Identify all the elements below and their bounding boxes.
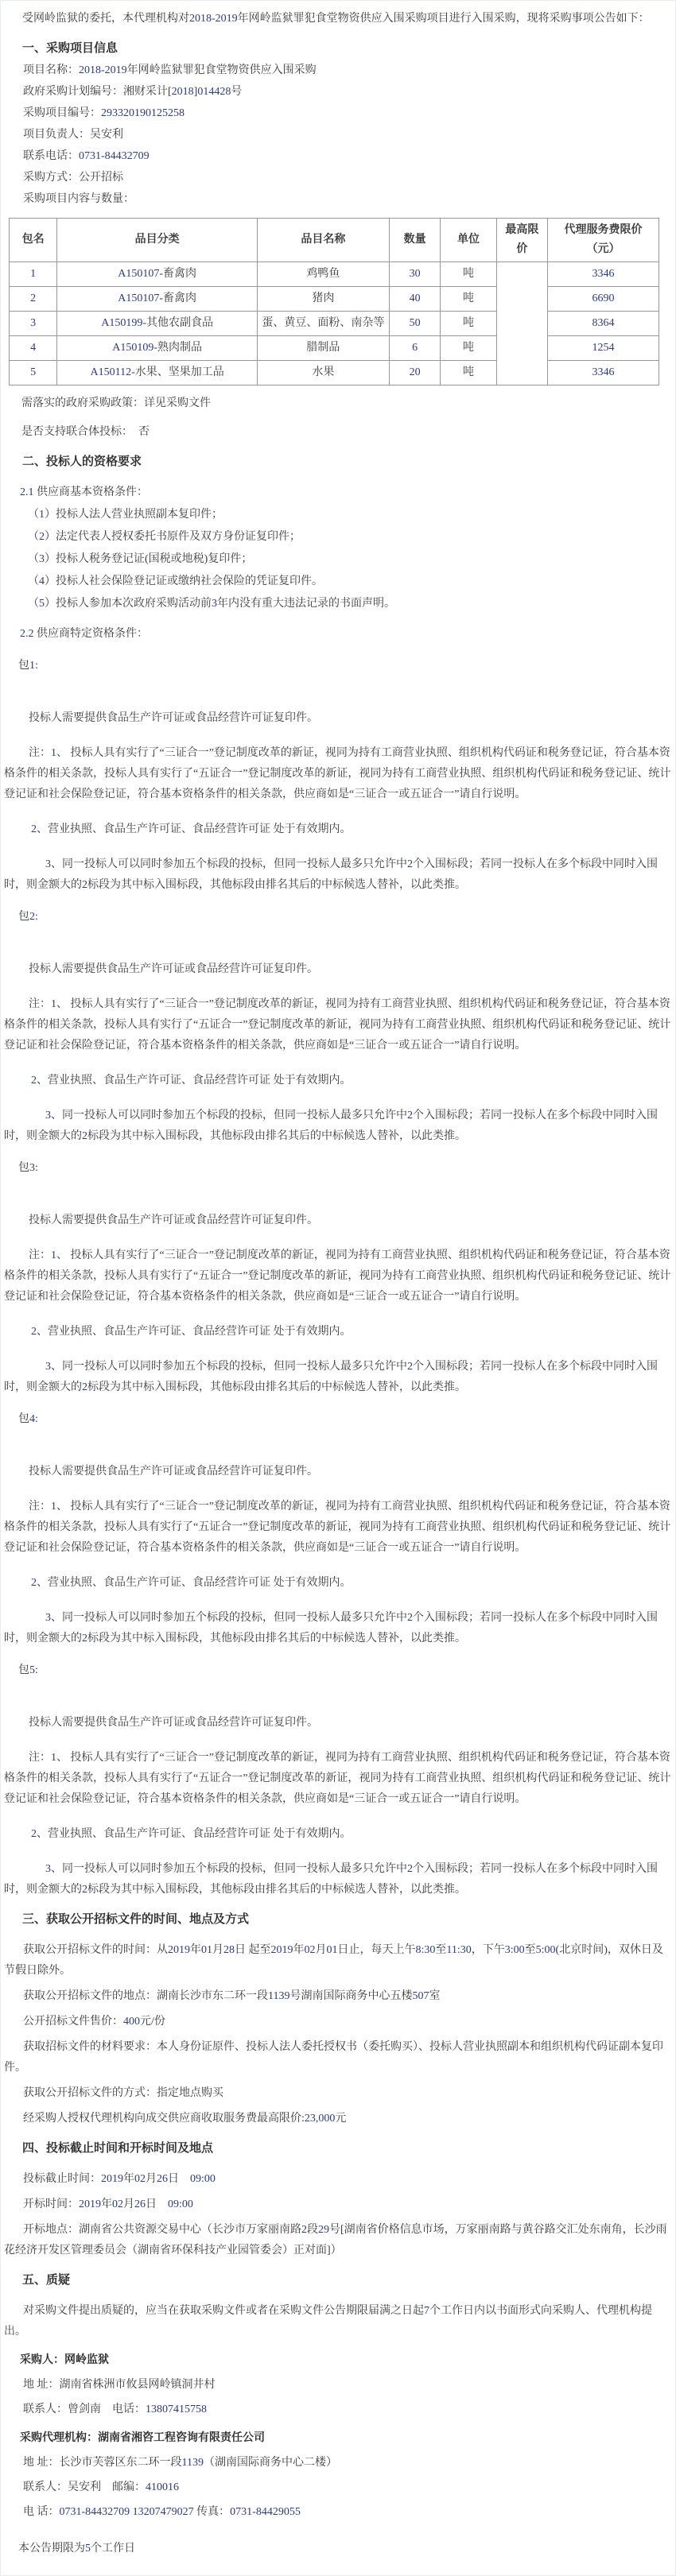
package-note-2: 2、营业执照、食品生产许可证、食品经营许可证 处于有效期内。 [31,1828,352,1840]
field-contact-phone: 联系电话：0731-84432709 [23,150,150,162]
cell-unit: 吨 [441,262,496,287]
col-header-package: 包名 [10,219,57,262]
basic-qualification-title: 2.1 供应商基本资格条件： [20,486,148,498]
package-label: 包5: [18,1664,38,1676]
intro-paragraph: 受网岭监狱的委托，本代理机构对2018-2019年网岭监狱罪犯食堂物资供应入围采购项目进行入围采购，现将采购事项公告如下： [22,13,650,25]
cell-item-name: 水果 [257,361,389,385]
purchaser-contact: 联系人：曾剑南 电话：13807415758 [23,2404,207,2415]
col-header-max-price: 最高限价 [496,219,547,262]
package-permit-line: 投标人需要提供食品生产许可证或食品经营许可证复印件。 [29,712,318,724]
table-row [10,262,659,287]
package-note-1: 注：1、 投标人具有实行了“三证合一”登记制度改革的新证，视同为持有工商营业执照、组织机构代码证和税务登记证，符合基本资格条件的相关条款，投标人具有实行了“五证合一”登记制度改革的新证，视同为持有工商营业执照、组织机构代码证和税务登记证、统计登记证和社会保险登记证，符合基本资格条件的相关条款，供应商如是“三证合一或五证合一”请自行说明。 [4,998,671,1052]
bid-deadline-line: 投标截止时间：2019年02月26日 09:00 [23,2173,216,2185]
package-block-1 [4,656,672,896]
document-price-line: 公开招标文件售价：400元/份 [23,2016,165,2028]
package-permit-line: 投标人需要提供食品生产许可证或食品经营许可证复印件。 [29,1717,318,1729]
opening-place-line: 开标地点：湖南省公共资源交易中心（长沙市万家丽南路2段29号[湖南省价格信息市场，万家丽南路与黄谷路交汇处东南角，长沙雨花经济开发区管理委员会（湖南省环保科技产业园管委会）正对面]） [4,2224,667,2256]
field-project-no: 采购项目编号：293320190125258 [23,107,185,119]
package-label: 包1: [18,660,38,672]
items-table [9,218,659,385]
obtain-time-line: 获取公开招标文件的时间：从2019年01月28日 起至2019年02月01日止，每天上午8:30至11:30，下午3:00至5:00(北京时间)，双休日及节假日除外。 [4,1944,663,1977]
basic-item: （3）投标人税务登记证(国税或地税)复印件； [28,553,253,565]
query-body: 对采购文件提出质疑的，应当在获取采购文件或者在采购文件公告期限届满之日起7个工作日内以书面形式向采购人、代理机构提出。 [4,2305,652,2338]
purchaser-title: 采购人：网岭监狱 [20,2354,109,2366]
agency-address: 地 址：长沙市芙蓉区东二环一段1139（湖南国际商务中心二楼） [23,2457,337,2469]
section-heading-bid-opening: 四、投标截止时间和开标时间及地点 [22,2142,214,2155]
cell-quantity: 40 [389,287,440,312]
cell-agency-fee: 6690 [548,287,659,312]
cell-unit: 吨 [441,312,496,336]
section-heading-query: 五、质疑 [22,2274,71,2287]
cell-quantity: 20 [389,361,440,385]
agency-title: 采购代理机构：湖南省湘咨工程咨询有限责任公司 [20,2432,265,2444]
cell-item-name: 蛋、黄豆、面粉、南杂等 [257,312,389,336]
col-header-unit: 单位 [441,219,496,262]
package-note-2: 2、营业执照、食品生产许可证、食品经营许可证 处于有效期内。 [31,1577,352,1589]
opening-time-line: 开标时间：2019年02月26日 09:00 [23,2198,193,2210]
col-header-category: 品目分类 [57,219,258,262]
cell-package: 3 [10,312,57,336]
package-note-1: 注：1、 投标人具有实行了“三证合一”登记制度改革的新证，视同为持有工商营业执照、组织机构代码证和税务登记证，符合基本资格条件的相关条款，投标人具有实行了“五证合一”登记制度改革的新证，视同为持有工商营业执照、组织机构代码证和税务登记证、统计登记证和社会保险登记证，符合基本资格条件的相关条款，供应商如是“三证合一或五证合一”请自行说明。 [4,1501,671,1554]
package-note-3: 3、同一投标人可以同时参加五个标段的投标，但同一投标人最多只允许中2个入围标段；若同一投标人在多个标段中同时入围时，则金额大的2标段为其中标入围标段，其他标段由排名其后的中标候选人替补，以此类推。 [4,1863,658,1896]
package-note-3: 3、同一投标人可以同时参加五个标段的投标，但同一投标人最多只允许中2个入围标段；若同一投标人在多个标段中同时入围时，则金额大的2标段为其中标入围标段，其他标段由排名其后的中标候选人替补，以此类推。 [4,858,658,891]
col-header-quantity: 数量 [389,219,440,262]
cell-item-name: 腊制品 [257,336,389,361]
cell-agency-fee: 1254 [548,336,659,361]
specific-qualification-title: 2.2 供应商特定资格条件： [20,628,148,640]
package-note-3: 3、同一投标人可以同时参加五个标段的投标，但同一投标人最多只允许中2个入围标段；若同一投标人在多个标段中同时入围时，则金额大的2标段为其中标入围标段，其他标段由排名其后的中标候选人替补，以此类推。 [4,1612,658,1644]
basic-item: （4）投标人社会保险登记证或缴纳社会保险的凭证复印件。 [28,575,323,587]
cell-package: 4 [10,336,57,361]
field-project-name: 项目名称：2018-2019年网岭监狱罪犯食堂物资供应入围采购 [23,64,317,76]
policy-line: 需落实的政府采购政策：详见采购文件 [21,397,211,409]
cell-category: A150107-畜禽肉 [57,287,258,312]
consortium-line: 是否支持联合体投标： 否 [21,426,150,438]
package-label: 包2: [18,911,38,923]
field-procurement-method: 采购方式：公开招标 [23,172,123,184]
cell-package: 2 [10,287,57,312]
cell-quantity: 50 [389,312,440,336]
announcement-period-line: 本公告期限为5个工作日 [18,2543,135,2555]
field-project-manager: 项目负责人：吴安利 [23,129,123,141]
material-requirement-line: 获取招标文件的材料要求：本人身份证原件、投标人法人委托授权书（委托购买）、投标人营业执照副本和组织机构代码证副本复印件。 [4,2041,663,2074]
package-note-1: 注：1、 投标人具有实行了“三证合一”登记制度改革的新证，视同为持有工商营业执照、组织机构代码证和税务登记证，符合基本资格条件的相关条款，投标人具有实行了“五证合一”登记制度改革的新证，视同为持有工商营业执照、组织机构代码证和税务登记证、统计登记证和社会保险登记证，符合基本资格条件的相关条款，供应商如是“三证合一或五证合一”请自行说明。 [4,1249,671,1303]
package-note-1: 注：1、 投标人具有实行了“三证合一”登记制度改革的新证，视同为持有工商营业执照、组织机构代码证和税务登记证，符合基本资格条件的相关条款，投标人具有实行了“五证合一”登记制度改革的新证，视同为持有工商营业执照、组织机构代码证和税务登记证、统计登记证和社会保险登记证，符合基本资格条件的相关条款，供应商如是“三证合一或五证合一”请自行说明。 [4,747,671,800]
cell-category: A150107-畜禽肉 [57,262,258,287]
cell-package: 1 [10,262,57,287]
package-block-2 [4,907,672,1147]
cell-unit: 吨 [441,287,496,312]
cell-max-price-merged [496,262,547,385]
section-heading-qualification: 二、投标人的资格要求 [22,455,142,468]
package-note-2: 2、营业执照、食品生产许可证、食品经营许可证 处于有效期内。 [31,1075,352,1087]
obtain-method-line: 获取公开招标文件的方式：指定地点购买 [23,2087,223,2099]
package-block-5 [4,1660,672,1900]
basic-item: （2）法定代表人授权委托书原件及双方身份证复印件； [28,531,301,543]
cell-package: 5 [10,361,57,385]
table-row [10,312,659,336]
package-note-1: 注：1、 投标人具有实行了“三证合一”登记制度改革的新证，视同为持有工商营业执照、组织机构代码证和税务登记证，符合基本资格条件的相关条款，投标人具有实行了“五证合一”登记制度改革的新证，视同为持有工商营业执照、组织机构代码证和税务登记证、统计登记证和社会保险登记证，符合基本资格条件的相关条款，供应商如是“三证合一或五证合一”请自行说明。 [4,1752,671,1805]
cell-agency-fee: 3346 [548,361,659,385]
field-gov-plan-no: 政府采购计划编号：湘财采计[2018]014428号 [23,86,243,98]
package-permit-line: 投标人需要提供食品生产许可证或食品经营许可证复印件。 [29,1214,318,1226]
agency-phone: 电 话：0731-84432709 13207479027 传真：0731-84429055 [23,2506,301,2518]
cell-agency-fee: 3346 [548,262,659,287]
table-header-row [10,219,659,262]
package-note-3: 3、同一投标人可以同时参加五个标段的投标，但同一投标人最多只允许中2个入围标段；若同一投标人在多个标段中同时入围时，则金额大的2标段为其中标入围标段，其他标段由排名其后的中标候选人替补，以此类推。 [4,1110,658,1142]
package-block-3 [4,1158,672,1398]
package-note-2: 2、营业执照、食品生产许可证、食品经营许可证 处于有效期内。 [31,823,352,835]
package-note-2: 2、营业执照、食品生产许可证、食品经营许可证 处于有效期内。 [31,1326,352,1338]
agency-contact: 联系人：吴安利 邮编：410016 [23,2481,179,2493]
purchaser-address: 地 址：湖南省株洲市攸县网岭镇洞井村 [23,2379,216,2391]
cell-unit: 吨 [441,361,496,385]
service-fee-line: 经采购人授权代理机构向成交供应商收取服务费最高限价:23,000元 [23,2113,347,2125]
table-row [10,361,659,385]
table-row [10,336,659,361]
package-label: 包3: [18,1162,38,1174]
basic-item: （1）投标人法人营业执照副本复印件； [28,509,223,521]
obtain-place-line: 获取公开招标文件的地点：湖南长沙市东二环一段1139号湖南国际商务中心五楼507室 [23,1990,441,2002]
cell-item-name: 猪肉 [257,287,389,312]
cell-category: A150112-水果、坚果加工品 [57,361,258,385]
cell-category: A150109-熟肉制品 [57,336,258,361]
cell-category: A150199-其他农副食品 [57,312,258,336]
col-header-item-name: 品目名称 [257,219,389,262]
cell-item-name: 鸡鸭鱼 [257,262,389,287]
cell-unit: 吨 [441,336,496,361]
table-row [10,287,659,312]
col-header-agency-fee: 代理服务费限价（元） [548,219,659,262]
package-label: 包4: [18,1413,38,1425]
package-permit-line: 投标人需要提供食品生产许可证或食品经营许可证复印件。 [29,1466,318,1478]
package-permit-line: 投标人需要提供食品生产许可证或食品经营许可证复印件。 [29,963,318,975]
basic-item: （5）投标人参加本次政府采购活动前3年内没有重大违法记录的书面声明。 [28,598,395,610]
section-heading-project-info: 一、采购项目信息 [22,42,118,55]
cell-agency-fee: 8364 [548,312,659,336]
package-note-3: 3、同一投标人可以同时参加五个标段的投标，但同一投标人最多只允许中2个入围标段；若同一投标人在多个标段中同时入围时，则金额大的2标段为其中标入围标段，其他标段由排名其后的中标候选人替补，以此类推。 [4,1361,658,1393]
field-content-quantity-label: 采购项目内容与数量： [23,193,134,205]
section-heading-obtain-documents: 三、获取公开招标文件的时间、地点及方式 [22,1913,250,1926]
package-block-4 [4,1409,672,1649]
cell-quantity: 6 [389,336,440,361]
cell-quantity: 30 [389,262,440,287]
